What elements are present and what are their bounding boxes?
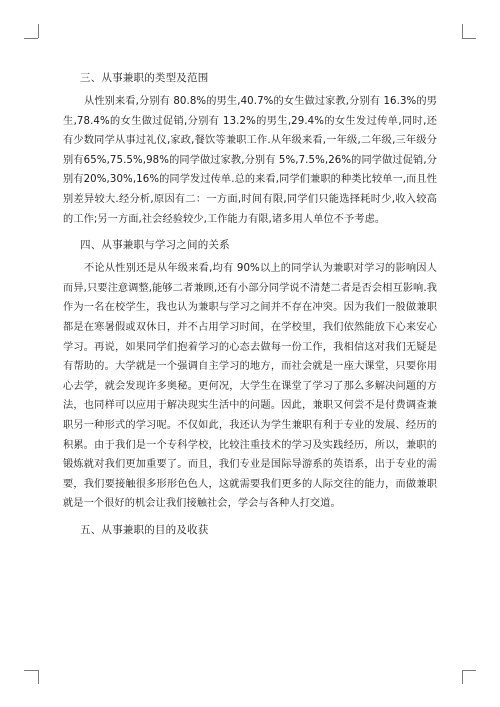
section-paragraph-3: 从性别来看,分别有 80.8%的男生,40.7%的女生做过家教,分别有 16.3%的男生,78.4%的女生做过促销,分别有 13.2%的男生,29.4%的女生发过传单,同时,还有少数同学从事过礼仪,家政,餐饮等兼职工作.从年级来看,一年级,二年级,三年级分别有65%,75.5%,98%的同学做过家教,分别有 5%,7.5%,26%的同学做过促销,分别有20%,30%,16%的同学发过传单.总的来看,同学们兼职的种类比较单一,而且性别差异较大.经分析,原因有二：一方面,时间有限,同学们只能选择耗时少,收入较高的工作;另一方面,社会经验较少,工作能力有限,诸多用人单位不予考虑。 — [63, 96, 437, 225]
section-heading-5: 五、从事兼职的目的及收获 — [80, 523, 209, 536]
section-paragraph-4: 不论从性别还是从年级来看,均有 90%以上的同学认为兼职对学习的影响因人而异,只要注意调整,能够二者兼顾,还有小部分同学说不清楚二者是否会相互影响.我作为一名在校学生，我也认为兼职与学习之间并不存在冲突。因为我们一般做兼职都是在寒暑假或双休日，并不占用学习时间，在学校里，我们依然能放下心来安心学习。再说，如果同学们抱着学习的心态去做每一份工作，我相信这对我们无疑是有帮助的。大学就是一个强调自主学习的地方，而社会就是一座大课堂，只要你用心去学，就会发现许多奥秘。更何况，大学生在课堂了学习了那么多解决问题的方法，也同样可以应用于解决现实生活中的问题。因此，兼职又何尝不是付费调查兼职另一种形式的学习呢。不仅如此，我还认为学生兼职有利于专业的发展、经历的积累。由于我们是一个专科学校，比较注重技术的学习及实践经历，所以，兼职的锻炼就对我们更加重要了。而且，我们专业是国际导游系的英语系，出于专业的需要，我们要接触很多形形色色人，这就需要我们更多的人际交往的能力，而做兼职就是一个很好的机会让我们接触社会，学会与各种人打交道。 — [63, 263, 437, 510]
section-heading-3: 三、从事兼职的类型及范围 — [80, 72, 209, 84]
section-heading-4: 四、从事兼职与学习之间的关系 — [80, 239, 230, 252]
document-body — [63, 68, 437, 540]
